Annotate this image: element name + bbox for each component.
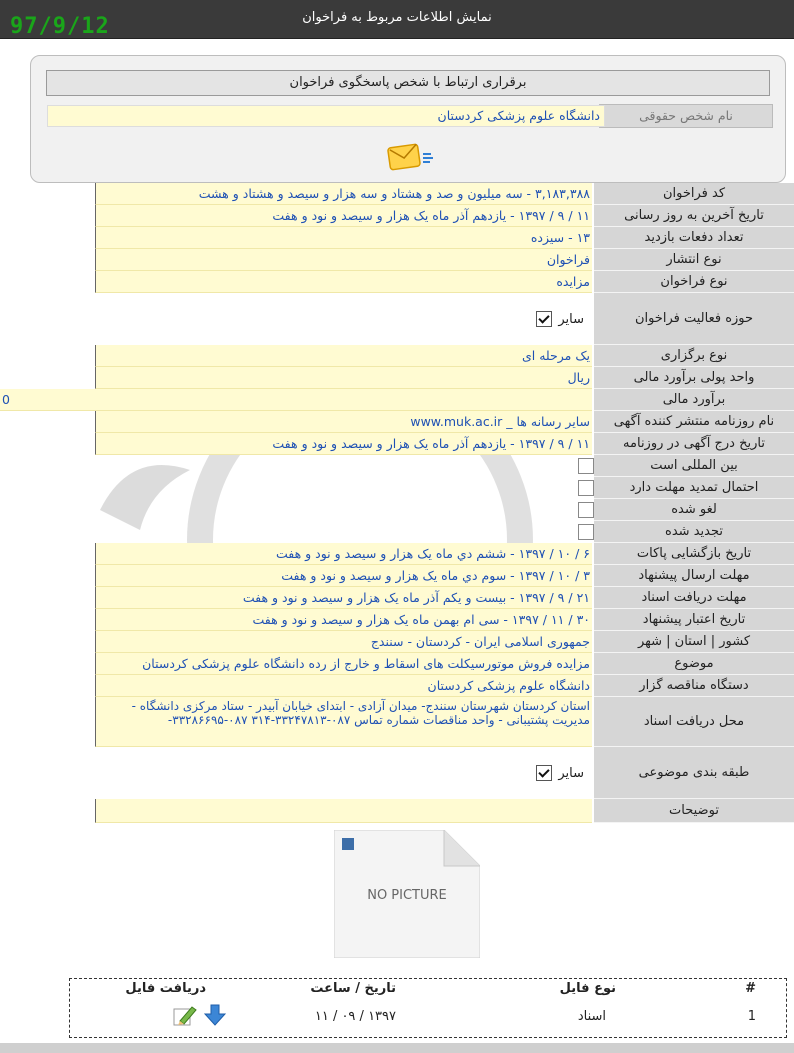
row-call-code: [0, 183, 794, 205]
title-bar: [0, 0, 794, 39]
no-picture-image: [334, 830, 480, 958]
renewed-label: تجدید شده: [594, 521, 794, 543]
legal-entity-label: نام شخص حقوقی: [599, 104, 773, 128]
last-update-value: ۱۱ / ۹ / ۱۳۹۷ - یازدهم آذر ماه یک هزار و سیصد و نود و هفت: [95, 205, 592, 227]
row-envelope-open: [0, 543, 794, 565]
organizer-label: دستگاه مناقصه گزار: [594, 675, 794, 697]
call-code-label: کد فراخوان: [594, 183, 794, 205]
files-table: [69, 978, 787, 1038]
activity-area-label: حوزه فعالیت فراخوان: [594, 293, 794, 345]
international-label: بین المللی است: [594, 455, 794, 477]
col-type-header: نوع فایل: [559, 981, 616, 996]
footer-bar: [0, 1043, 794, 1053]
row-newspaper: [0, 411, 794, 433]
proposal-deadline-value: ۳ / ۱۰ / ۱۳۹۷ - سوم دي ماه یک هزار و سیصد و نود و هفت: [95, 565, 592, 587]
page-title: نمایش اطلاعات مربوط به فراخوان: [302, 10, 492, 25]
table-row: [70, 1009, 786, 1031]
doc-deadline-label: مهلت دریافت اسناد: [594, 587, 794, 609]
organizer-value: دانشگاه علوم پزشکی کردستان: [95, 675, 592, 697]
file-date: ۱۱ / ۰۹ / ۱۳۹۷: [314, 1009, 396, 1024]
row-last-update: [0, 205, 794, 227]
publish-type-label: نوع انتشار: [594, 249, 794, 271]
row-call-type: [0, 271, 794, 293]
envelope-open-label: تاریخ بازگشایی پاکات: [594, 543, 794, 565]
row-currency: [0, 367, 794, 389]
call-type-value: مزایده: [95, 271, 592, 293]
newspaper-value: سایر رسانه ها _ www.muk.ac.ir: [95, 411, 592, 433]
description-value: [95, 799, 592, 823]
row-extension: [0, 477, 794, 499]
validity-label: تاریخ اعتبار پیشنهاد: [594, 609, 794, 631]
location-label: کشور | استان | شهر: [594, 631, 794, 653]
category-value: سایر: [558, 765, 584, 781]
last-update-label: تاریخ آخرین به روز رسانی: [594, 205, 794, 227]
category-checkbox[interactable]: [536, 765, 584, 781]
row-validity: [0, 609, 794, 631]
ad-date-value: ۱۱ / ۹ / ۱۳۹۷ - یازدهم آذر ماه یک هزار و سیصد و نود و هفت: [95, 433, 592, 455]
call-code-value: ۳,۱۸۳,۳۸۸ - سه میلیون و صد و هشتاد و سه هزار و سیصد و هشتاد و هشت: [95, 183, 592, 205]
holding-type-label: نوع برگزاری: [594, 345, 794, 367]
checkbox-checked[interactable]: [536, 765, 552, 781]
publish-type-value: فراخوان: [95, 249, 592, 271]
files-table-header: [70, 981, 786, 1003]
email-icon[interactable]: [385, 140, 435, 177]
newspaper-label: نام روزنامه منتشر کننده آگهی: [594, 411, 794, 433]
doc-place-value: استان کردستان شهرستان سنندج- میدان آزادی - ابتدای خیابان آبیدر - ستاد مرکزی دانشگاه - مدیریت پشتیبانی - واحد مناقصات شماره تماس ۰۸۷-۳۳۲۴۷۸۱۳-۳۱۴ ۰۸۷-۳۳۲۸۶۶۹۵-: [95, 697, 592, 747]
validity-value: ۳۰ / ۱۱ / ۱۳۹۷ - سی ام بهمن ماه یک هزار و سیصد و نود و هفت: [95, 609, 592, 631]
renewed-checkbox[interactable]: [578, 524, 594, 540]
row-proposal-deadline: [0, 565, 794, 587]
contact-button[interactable]: برقراری ارتباط با شخص پاسخگوی فراخوان: [46, 70, 770, 96]
ad-date-label: تاریخ درج آگهی در روزنامه: [594, 433, 794, 455]
visit-count-value: ۱۳ - سیزده: [95, 227, 592, 249]
doc-deadline-value: ۲۱ / ۹ / ۱۳۹۷ - بیست و یکم آذر ماه یک هزار و سیصد و نود و هفت: [95, 587, 592, 609]
contact-panel: [30, 55, 786, 183]
row-publish-type: [0, 249, 794, 271]
estimate-value: 0: [0, 389, 592, 411]
activity-area-value: سایر: [558, 311, 584, 327]
no-picture-text: NO PICTURE: [367, 888, 447, 903]
currency-label: واحد پولی برآورد مالی: [594, 367, 794, 389]
row-doc-deadline: [0, 587, 794, 609]
extension-checkbox[interactable]: [578, 480, 594, 496]
call-type-label: نوع فراخوان: [594, 271, 794, 293]
subject-label: موضوع: [594, 653, 794, 675]
international-checkbox[interactable]: [578, 458, 594, 474]
row-visit-count: [0, 227, 794, 249]
download-arrow-icon[interactable]: [204, 1003, 226, 1031]
extension-label: احتمال تمدید مهلت دارد: [594, 477, 794, 499]
legal-entity-value: دانشگاه علوم پزشکی کردستان: [47, 105, 605, 127]
date-stamp: 97/9/12: [10, 14, 110, 39]
currency-value: ریال: [95, 367, 592, 389]
row-subject: [0, 653, 794, 675]
row-estimate: [0, 389, 794, 411]
cancelled-label: لغو شده: [594, 499, 794, 521]
row-activity-area: [0, 293, 794, 345]
proposal-deadline-label: مهلت ارسال پیشنهاد: [594, 565, 794, 587]
estimate-label: برآورد مالی: [594, 389, 794, 411]
location-value: جمهوری اسلامی ایران - کردستان - سنندج: [95, 631, 592, 653]
category-label: طبقه بندی موضوعی: [594, 747, 794, 799]
activity-area-checkbox[interactable]: [536, 311, 584, 327]
doc-place-label: محل دریافت اسناد: [594, 697, 794, 747]
row-cancelled: [0, 499, 794, 521]
col-download-header: دریافت فایل: [125, 981, 206, 996]
col-date-header: تاریخ / ساعت: [310, 981, 396, 996]
file-type: اسناد: [577, 1009, 606, 1024]
row-holding-type: [0, 345, 794, 367]
cancelled-checkbox[interactable]: [578, 502, 594, 518]
row-organizer: [0, 675, 794, 697]
file-index: 1: [747, 1009, 756, 1024]
holding-type-value: یک مرحله ای: [95, 345, 592, 367]
row-doc-place: [0, 697, 794, 747]
edit-icon[interactable]: [172, 1003, 198, 1031]
row-ad-date: [0, 433, 794, 455]
description-label: توضیحات: [594, 799, 794, 823]
col-index-header: #: [745, 981, 756, 996]
checkbox-checked[interactable]: [536, 311, 552, 327]
row-location: [0, 631, 794, 653]
visit-count-label: تعداد دفعات بازدید: [594, 227, 794, 249]
envelope-open-value: ۶ / ۱۰ / ۱۳۹۷ - ششم دي ماه یک هزار و سیصد و نود و هفت: [95, 543, 592, 565]
row-description: [0, 799, 794, 823]
row-international: [0, 455, 794, 477]
subject-value: مزایده فروش موتورسیکلت های اسقاط و خارج از رده دانشگاه علوم پزشکی کردستان: [95, 653, 592, 675]
row-category: [0, 747, 794, 799]
row-renewed: [0, 521, 794, 543]
